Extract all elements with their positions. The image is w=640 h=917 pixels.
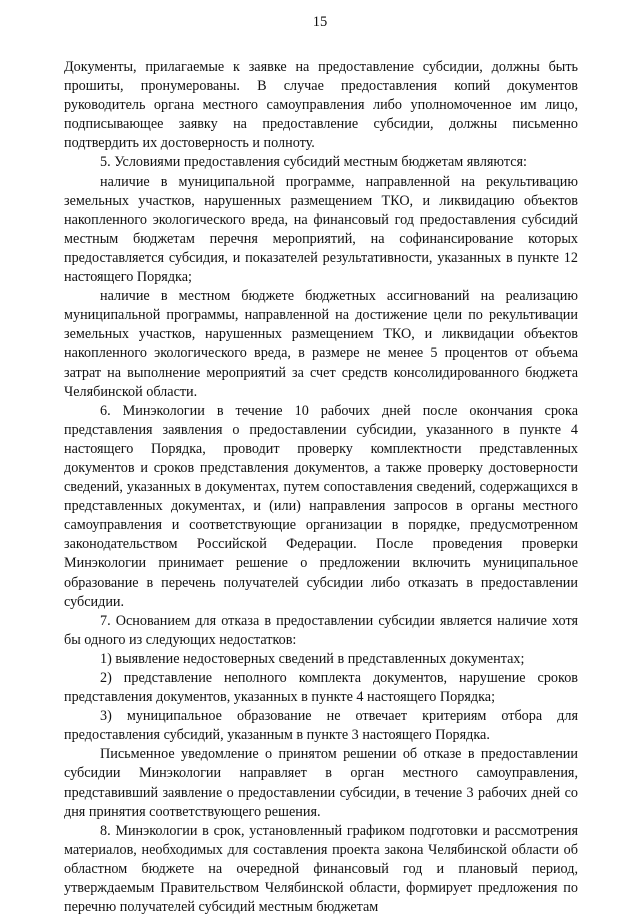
- paragraph-reason-2: 2) представление неполного комплекта документов, нарушение сроков представления документов, указанных в пункте 4 настоящего Порядка;: [64, 670, 578, 706]
- page-number: 15: [312, 14, 328, 30]
- paragraph-refusal-notice: Письменное уведомление о принятом решении об отказе в предоставлении субсидии Минэкологии направляет в орган местного самоуправления, представивший заявление о предоставлении субсидии, в течение 3 рабочих дней со дня принятия соответствующего решения.: [64, 746, 578, 820]
- paragraph-reason-1: 1) выявление недостоверных сведений в представленных документах;: [100, 650, 525, 667]
- paragraph-section-5-heading: 5. Условиями предоставления субсидий местным бюджетам являются:: [100, 154, 527, 171]
- paragraph-section-6: 6. Минэкологии в течение 10 рабочих дней после окончания срока представления заявления о предоставлении субсидии, указанного в пункте 4 настоящего Порядка, проводит проверку комплектности представленных документов и сроков представления документов, а также проверку достоверности сведений, указанных в документах, путем сопоставления сведений, содержащихся в представленных документах, и (или) направления запросов в органы местного самоуправления и соответствующие организации в порядке, предусмотренном законодательством Российской Федерации. После проведения проверки Минэкологии принимает решение о предложении включить муниципальное образование в перечень получателей субсидии либо отказать в предоставлении субсидии.: [64, 402, 578, 610]
- paragraph-reason-3: 3) муниципальное образование не отвечает критериям отбора для предоставления субсидий, указанным в пункте 3 настоящего Порядка.: [64, 708, 578, 744]
- paragraph-condition-program: наличие в муниципальной программе, направленной на рекультивацию земельных участков, нарушенных размещением ТКО, и ликвидацию объектов накопленного экологического вреда, на финансовый год предоставления субсидий местным бюджетам перечня мероприятий, на софинансирование которых предоставляется субсидия, и показателей результативности, указанных в пункте 12 настоящего Порядка;: [64, 173, 578, 286]
- paragraph-section-8: 8. Минэкологии в срок, установленный графиком подготовки и рассмотрения материалов, необходимых для составления проекта закона Челябинской области об областном бюджете на очередной финансовый год и плановый период, утверждаемым Правительством Челябинской области, формирует предложения по перечню получателей субсидий местным бюджетам: [64, 822, 578, 916]
- paragraph-condition-budget: наличие в местном бюджете бюджетных ассигнований на реализацию муниципальной программы, направленной на достижение цели по рекультивации земельных участков, нарушенных размещением ТКО, и ликвидации объектов накопленного экологического вреда, в размере не менее 5 процентов от объема затрат на выполнение мероприятий за счет средств консолидированного бюджета Челябинской области.: [64, 288, 578, 400]
- document-body: [64, 58, 578, 917]
- paragraph-documents-requirements: Документы, прилагаемые к заявке на предоставление субсидии, должны быть прошиты, пронумерованы. В случае предоставления копий документов руководитель органа местного самоуправления либо уполномоченное им лицо, подписывающее заявку на предоставление субсидии, должны письменно подтвердить их достоверность и полноту.: [64, 59, 578, 152]
- paragraph-section-7-heading: 7. Основанием для отказа в предоставлении субсидии является наличие хотя бы одного из следующих недостатков:: [64, 612, 578, 648]
